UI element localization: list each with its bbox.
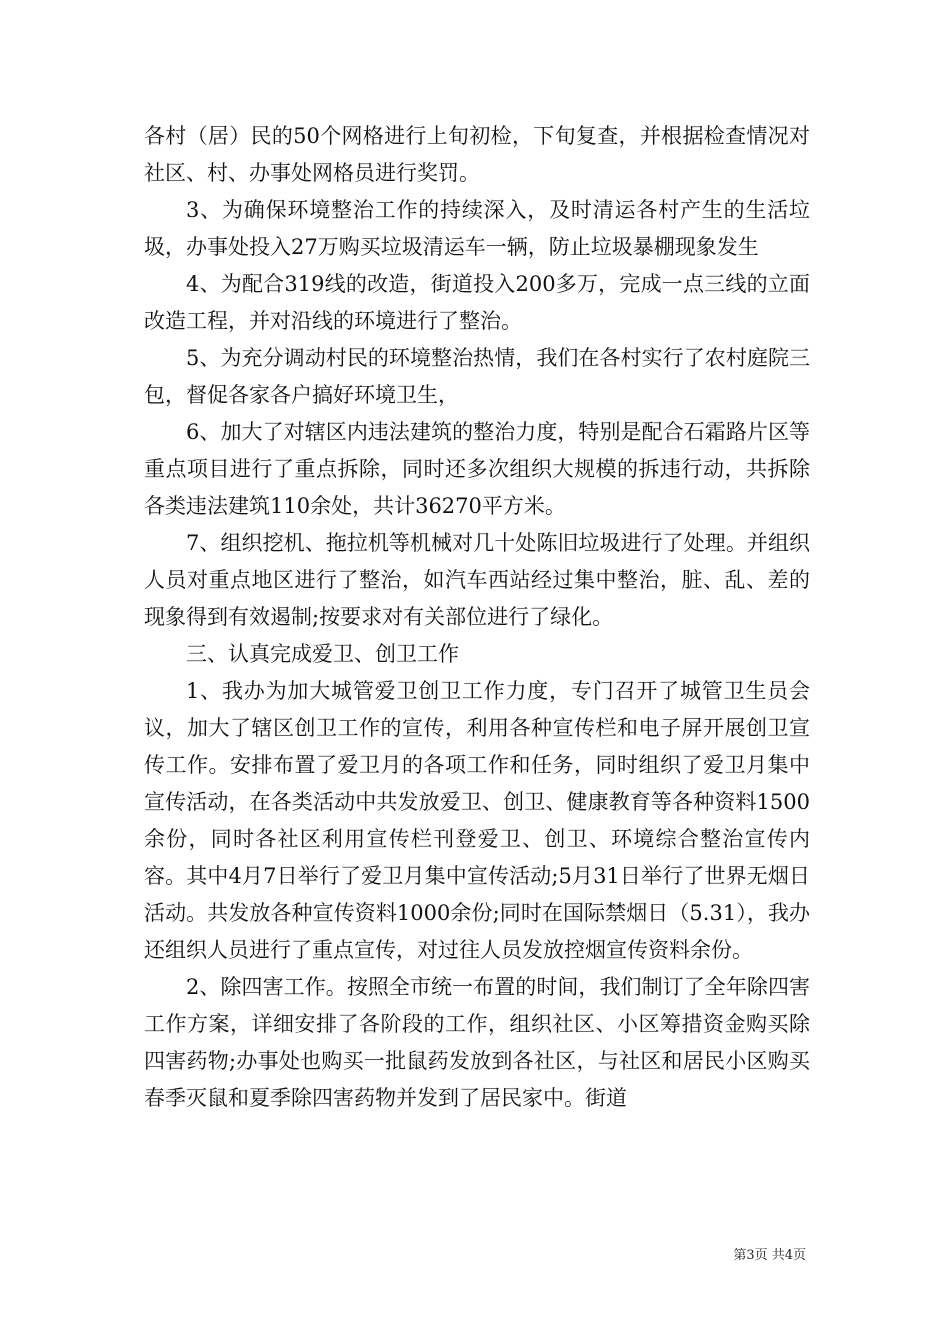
paragraph-item-7: 7、组织挖机、拖拉机等机械对几十处陈旧垃圾进行了处理。并组织人员对重点地区进行了整治，如汽车西站经过集中整治，脏、乱、差的现象得到有效遏制;按要求对有关部位进行了绿化。 [144,531,810,629]
paragraph-item-5: 5、为充分调动村民的环境整治热情，我们在各村实行了农村庭院三包，督促各家各户搞好环境卫生， [144,346,810,407]
paragraph-section3-item-1: 1、我办为加大城管爱卫创卫工作力度，专门召开了城管卫生员会议，加大了辖区创卫工作的宣传，利用各种宣传栏和电子屏开展创卫宣传工作。安排布置了爱卫月的各项工作和任务，同时组织了爱卫月集中宣传活动，在各类活动中共发放爱卫、创卫、健康教育等各种资料1500余份，同时各社区利用宣传栏刊登爱卫、创卫、环境综合整治宣传内容。其中4月7日举行了爱卫月集中宣传活动;5月31日举行了世界无烟日活动。共发放各种宣传资料1000余份;同时在国际禁烟日（5.31），我办还组织人员进行了重点宣传，对过往人员发放控烟宣传资料余份。 [144,679,810,962]
paragraph-item-4: 4、为配合319线的改造，街道投入200多万，完成一点三线的立面改造工程，并对沿线的环境进行了整治。 [144,272,810,333]
document-body [144,118,810,1117]
paragraph-item-6: 6、加大了对辖区内违法建筑的整治力度，特别是配合石霜路片区等重点项目进行了重点拆除，同时还多次组织大规模的拆违行动，共拆除各类违法建筑110余处，共计36270平方米。 [144,420,810,518]
paragraph-continuation: 各村（居）民的50个网格进行上旬初检，下旬复查，并根据检查情况对社区、村、办事处网格员进行奖罚。 [144,124,810,185]
section-heading-3: 三、认真完成爱卫、创卫工作 [186,642,459,666]
page-number: 第3页 共4页 [733,1248,806,1263]
paragraph-section3-item-2: 2、除四害工作。按照全市统一布置的时间，我们制订了全年除四害工作方案，详细安排了各阶段的工作，组织社区、小区筹措资金购买除四害药物;办事处也购买一批鼠药发放到各社区，与社区和居民小区购买春季灭鼠和夏季除四害药物并发到了居民家中。街道 [144,975,810,1110]
paragraph-item-3: 3、为确保环境整治工作的持续深入，及时清运各村产生的生活垃圾，办事处投入27万购买垃圾清运车一辆，防止垃圾暴棚现象发生 [144,198,810,259]
